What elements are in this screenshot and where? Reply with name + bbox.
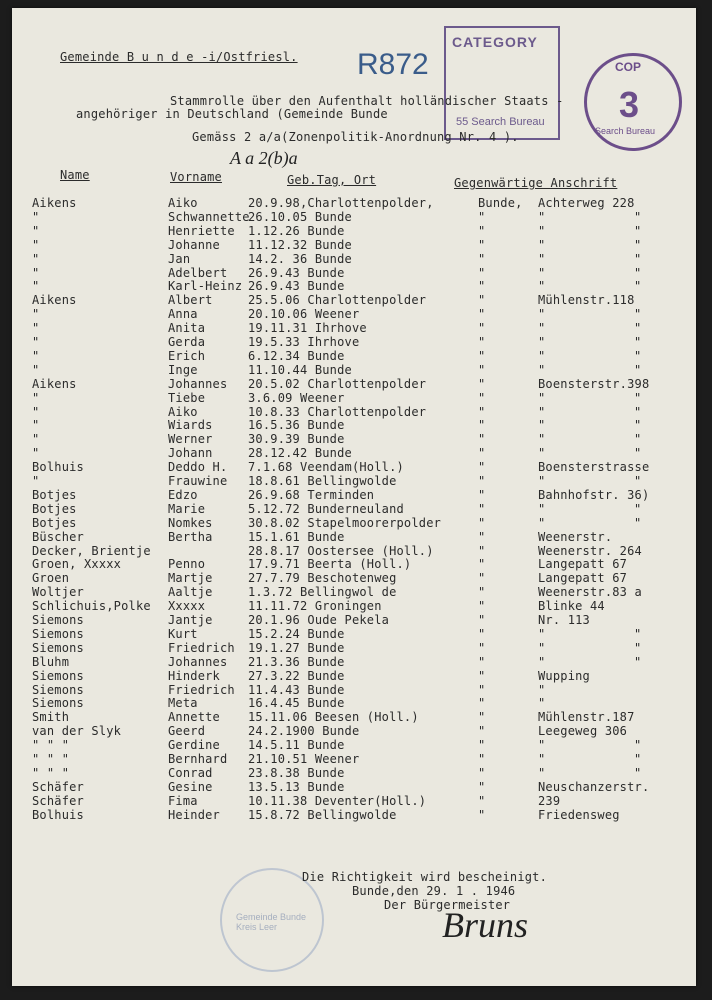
row-vorname: Wiards (168, 418, 213, 433)
title-line-3: Gemäss 2 a/a(Zonenpolitik-Anordnung Nr. 4 ). (192, 130, 519, 144)
row-name: Siemons (32, 682, 84, 697)
row-a3: " (634, 654, 642, 669)
row-a1: " (478, 626, 486, 641)
row-a2: " (538, 335, 546, 349)
row-vorname: Meta (168, 696, 198, 711)
row-geb: 27.3.22 Bunde (248, 668, 345, 683)
row-a1: " (478, 335, 486, 349)
row-a2: " (538, 265, 546, 280)
row-a2: " (538, 515, 546, 530)
row-vorname: Gerdine (168, 738, 220, 753)
row-name: " " " (32, 738, 70, 753)
row-vorname: Henriette (168, 223, 235, 238)
row-a2: " (538, 501, 546, 516)
row-a3: " (634, 390, 642, 405)
row-a1: " (478, 515, 486, 530)
col-geb-header: Geb.Tag, Ort (287, 173, 377, 187)
row-a1: " (478, 724, 486, 739)
copy-stamp (584, 53, 682, 151)
official-seal-text: Gemeinde Bunde Kreis Leer (236, 912, 307, 932)
row-geb: 11.10.44 Bunde (248, 362, 352, 377)
row-a2: Langepatt 67 (538, 571, 628, 586)
row-a3: " (634, 348, 642, 363)
row-geb: 14.5.11 Bunde (248, 738, 345, 753)
row-geb: 10.8.33 Charlottenpolder (248, 404, 427, 419)
row-a3: " (634, 237, 642, 252)
row-a1: " (478, 640, 486, 655)
row-geb: 7.1.68 Veendam(Holl.) (248, 460, 404, 475)
row-name: " " " (32, 765, 70, 780)
row-a3: " (634, 362, 642, 377)
row-a2: " (538, 640, 546, 655)
row-a1: " (478, 321, 486, 336)
row-vorname: Anita (168, 321, 206, 336)
row-vorname: Friedrich (168, 682, 235, 697)
row-name: Smith (32, 710, 70, 725)
row-a1: " (478, 599, 486, 614)
row-vorname: Conrad (168, 765, 213, 780)
row-vorname: Geerd (168, 724, 206, 739)
row-a2: " (538, 390, 546, 405)
row-name: Schäfer (32, 779, 84, 794)
row-vorname: Annette (168, 710, 220, 725)
row-name: Botjes (32, 501, 77, 516)
row-geb: 28.12.42 Bunde (248, 446, 352, 461)
row-vorname: Gesine (168, 779, 213, 794)
row-a2: " (538, 446, 546, 461)
row-name: " (32, 279, 40, 294)
row-a2: Nr. 113 (538, 613, 590, 627)
row-a1: " (478, 362, 486, 377)
row-vorname: Friedrich (168, 640, 235, 655)
title-line-2: angehöriger in Deutschland (Gemeinde Bunde (76, 107, 388, 121)
row-a2: " (538, 348, 546, 363)
row-a3: " (634, 432, 642, 447)
row-a1: " (478, 446, 486, 461)
row-geb: 6.12.34 Bunde (248, 348, 345, 363)
row-vorname: Edzo (168, 487, 198, 502)
row-a1: " (478, 418, 486, 433)
date-line: Bunde,den 29. 1 . 1946 (352, 884, 516, 898)
col-name-header: Name (60, 168, 90, 182)
row-name: " (32, 321, 40, 336)
row-a2: " (538, 404, 546, 419)
row-a2: " (538, 418, 546, 433)
row-a1: " (478, 807, 486, 822)
row-vorname: Schwannette (168, 209, 250, 224)
row-name: " (32, 265, 40, 280)
row-vorname: Erich (168, 348, 206, 363)
row-a2: " (538, 209, 546, 224)
row-name: Aikens (32, 376, 77, 391)
row-geb: 10.11.38 Deventer(Holl.) (248, 793, 427, 808)
copy-sub: Search Bureau (595, 126, 656, 136)
row-name: Groen (32, 571, 70, 586)
row-vorname: Karl-Heinz (168, 279, 243, 294)
row-name: " (32, 418, 40, 433)
row-a2: " (538, 362, 546, 377)
row-name: Groen, Xxxxx (32, 557, 122, 572)
row-vorname: Johannes (168, 376, 228, 391)
row-name: Decker, Brientje (32, 543, 151, 558)
row-a1: " (478, 209, 486, 224)
row-a1: " (478, 293, 486, 308)
row-name: " (32, 335, 40, 349)
row-a1: " (478, 779, 486, 794)
row-geb: 21.3.36 Bunde (248, 654, 345, 669)
mayor-line: Der Bürgermeister (384, 898, 511, 912)
row-name: " " " (32, 752, 70, 766)
row-geb: 30.8.02 Stapelmoorerpolder (248, 515, 442, 530)
row-geb: 13.5.13 Bunde (248, 779, 345, 794)
row-a1: " (478, 654, 486, 669)
row-name: " (32, 251, 40, 266)
row-a3: " (634, 738, 642, 753)
row-a2: Boensterstr.398 (538, 376, 650, 391)
row-a1: " (478, 682, 486, 697)
row-geb: 26.9.43 Bunde (248, 279, 345, 294)
row-a3: " (634, 307, 642, 322)
row-vorname: Frauwine (168, 474, 228, 488)
row-name: " (32, 237, 40, 252)
row-name: Bluhm (32, 654, 70, 669)
row-geb: 20.5.02 Charlottenpolder (248, 376, 427, 391)
row-vorname: Anna (168, 307, 198, 322)
row-a1: Bunde, (478, 196, 523, 210)
copy-number: 3 (619, 84, 640, 125)
row-geb: 11.12.32 Bunde (248, 237, 352, 252)
row-name: " (32, 348, 40, 363)
row-name: " (32, 390, 40, 405)
row-a3: " (634, 321, 642, 336)
row-geb: 15.2.24 Bunde (248, 626, 345, 641)
title-line-1: Stammrolle über den Aufenthalt holländischer Staats - (170, 94, 564, 108)
row-a2: " (538, 237, 546, 252)
row-a3: " (634, 223, 642, 238)
row-geb: 5.12.72 Bunderneuland (248, 501, 404, 516)
row-a1: " (478, 738, 486, 753)
row-geb: 26.10.05 Bunde (248, 209, 352, 224)
row-name: Botjes (32, 487, 77, 502)
row-name: Siemons (32, 668, 84, 683)
row-name: Siemons (32, 626, 84, 641)
row-a2: Friedensweg (538, 807, 620, 822)
row-geb: 14.2. 36 Bunde (248, 251, 352, 266)
row-vorname: Jan (168, 251, 191, 266)
copy-label: COP (615, 60, 642, 74)
row-vorname: Johann (168, 446, 213, 461)
row-name: Schäfer (32, 793, 84, 808)
row-a1: " (478, 390, 486, 405)
row-a1: " (478, 529, 486, 544)
row-a1: " (478, 613, 486, 627)
row-geb: 21.10.51 Weener (248, 752, 360, 766)
row-a2: " (538, 307, 546, 322)
row-geb: 15.1.61 Bunde (248, 529, 345, 544)
row-a1: " (478, 404, 486, 419)
row-vorname: Johannes (168, 654, 228, 669)
row-vorname: Fima (168, 793, 198, 808)
row-a1: " (478, 752, 486, 766)
category-label: CATEGORY (452, 34, 538, 50)
row-a2: Langepatt 67 (538, 557, 628, 572)
row-geb: 30.9.39 Bunde (248, 432, 345, 447)
row-a2: Neuschanzerstr. (538, 779, 650, 794)
row-name: " (32, 404, 40, 419)
row-a2: " (538, 251, 546, 266)
row-geb: 19.11.31 Ihrhove (248, 321, 367, 336)
row-vorname: Gerda (168, 335, 206, 349)
row-a2: Boensterstrasse (538, 460, 650, 475)
row-a1: " (478, 543, 486, 558)
row-geb: 19.1.27 Bunde (248, 640, 345, 655)
category-stamp (444, 26, 560, 140)
row-geb: 19.5.33 Ihrhove (248, 335, 360, 349)
mayor-signature: Bruns (442, 905, 529, 945)
row-vorname: Deddo H. (168, 460, 228, 475)
row-a2: " (538, 432, 546, 447)
row-vorname: Inge (168, 362, 198, 377)
row-vorname: Albert (168, 293, 213, 308)
row-a1: " (478, 585, 486, 600)
row-a3: " (634, 501, 642, 516)
row-name: Woltjer (32, 585, 84, 600)
row-a1: " (478, 279, 486, 294)
row-a2: Weenerstr.83 a (538, 585, 642, 600)
row-a3: " (634, 626, 642, 641)
col-vorname-header: Vorname (170, 170, 222, 184)
row-name: Büscher (32, 529, 84, 544)
row-a3: " (634, 251, 642, 266)
row-geb: 20.9.98,Charlottenpolder, (248, 196, 434, 210)
row-name: Botjes (32, 515, 77, 530)
row-a3: " (634, 446, 642, 461)
row-a2: " (538, 626, 546, 641)
row-vorname: Hinderk (168, 668, 220, 683)
row-a2: " (538, 279, 546, 294)
row-geb: 28.8.17 Oostersee (Holl.) (248, 543, 434, 558)
row-vorname: Jantje (168, 613, 213, 627)
row-name: " (32, 209, 40, 224)
row-a1: " (478, 307, 486, 322)
row-a2: Wupping (538, 668, 590, 683)
row-geb: 25.5.06 Charlottenpolder (248, 293, 427, 308)
row-vorname: Aaltje (168, 585, 213, 600)
row-a2: " (538, 738, 546, 753)
row-name: Siemons (32, 696, 84, 711)
row-name: van der Slyk (32, 724, 122, 739)
row-a3: " (634, 418, 642, 433)
document-page (12, 8, 696, 986)
row-a2: " (538, 765, 546, 780)
row-a1: " (478, 223, 486, 238)
reference-number: R872 (357, 48, 429, 81)
row-a3: " (634, 765, 642, 780)
row-a2: Weenerstr. (538, 529, 613, 544)
row-a1: " (478, 571, 486, 586)
col-anschrift-header: Gegenwärtige Anschrift (454, 176, 618, 190)
row-vorname: Aiko (168, 196, 198, 210)
row-a2: Mühlenstr.118 (538, 293, 635, 308)
row-name: Bolhuis (32, 460, 84, 475)
row-vorname: Penno (168, 557, 206, 572)
handwritten-annotation: A a 2(b)a (230, 148, 298, 168)
row-a2: Blinke 44 (538, 599, 605, 614)
row-a2: " (538, 223, 546, 238)
row-vorname: Tiebe (168, 390, 206, 405)
row-a3: " (634, 515, 642, 530)
row-a2: Bahnhofstr. 36) (538, 487, 650, 502)
row-name: " (32, 474, 40, 488)
row-vorname: Bernhard (168, 752, 228, 766)
row-geb: 17.9.71 Beerta (Holl.) (248, 557, 412, 572)
row-geb: 1.3.72 Bellingwol de (248, 585, 397, 600)
row-a2: " (538, 682, 546, 697)
row-geb: 27.7.79 Beschotenweg (248, 571, 397, 586)
row-vorname: Nomkes (168, 515, 213, 530)
row-a3: " (634, 279, 642, 294)
row-name: Aikens (32, 293, 77, 308)
row-geb: 24.2.1900 Bunde (248, 724, 360, 739)
row-name: Aikens (32, 196, 77, 210)
row-a1: " (478, 348, 486, 363)
row-vorname: Marie (168, 501, 206, 516)
row-a1: " (478, 793, 486, 808)
row-a2: 239 (538, 793, 561, 808)
row-vorname: Aiko (168, 404, 198, 419)
row-vorname: Werner (168, 432, 213, 447)
row-a1: " (478, 265, 486, 280)
row-name: " (32, 223, 40, 238)
row-a1: " (478, 237, 486, 252)
row-vorname: Kurt (168, 626, 198, 641)
row-vorname: Heinder (168, 807, 220, 822)
row-geb: 16.5.36 Bunde (248, 418, 345, 433)
row-geb: 20.1.96 Oude Pekela (248, 613, 390, 627)
row-a3: " (634, 752, 642, 766)
row-a2: " (538, 654, 546, 669)
row-name: Siemons (32, 613, 84, 627)
row-name: " (32, 307, 40, 322)
row-a1: " (478, 487, 486, 502)
certification-line: Die Richtigkeit wird bescheinigt. (302, 870, 548, 884)
row-a2: " (538, 474, 546, 488)
row-vorname: Xxxxx (168, 599, 206, 614)
row-geb: 20.10.06 Weener (248, 307, 360, 322)
row-a1: " (478, 668, 486, 683)
row-geb: 18.8.61 Bellingwolde (248, 474, 397, 488)
row-vorname: Martje (168, 571, 213, 586)
row-name: Siemons (32, 640, 84, 655)
row-a1: " (478, 501, 486, 516)
row-geb: 26.9.43 Bunde (248, 265, 345, 280)
row-a1: " (478, 710, 486, 725)
row-geb: 26.9.68 Terminden (248, 487, 375, 502)
municipality-heading: Gemeinde B u n d e -i/Ostfriesl. (60, 50, 298, 64)
row-a1: " (478, 432, 486, 447)
row-a2: Leegeweg 306 (538, 724, 628, 739)
row-a1: " (478, 474, 486, 488)
row-a1: " (478, 251, 486, 266)
row-a3: " (634, 265, 642, 280)
row-a1: " (478, 376, 486, 391)
row-vorname: Bertha (168, 529, 213, 544)
row-vorname: Johanne (168, 237, 220, 252)
row-a2: Mühlenstr.187 (538, 710, 635, 725)
row-geb: 1.12.26 Bunde (248, 223, 345, 238)
row-a2: Weenerstr. 264 (538, 543, 642, 558)
row-name: Bolhuis (32, 807, 84, 822)
row-geb: 23.8.38 Bunde (248, 765, 345, 780)
row-geb: 16.4.45 Bunde (248, 696, 345, 711)
row-vorname: Adelbert (168, 265, 228, 280)
row-a3: " (634, 335, 642, 349)
row-name: " (32, 446, 40, 461)
row-a2: " (538, 321, 546, 336)
row-geb: 3.6.09 Weener (248, 390, 345, 405)
row-a1: " (478, 460, 486, 475)
row-geb: 15.8.72 Bellingwolde (248, 807, 397, 822)
row-a3: " (634, 404, 642, 419)
category-bureau: 55 Search Bureau (456, 116, 545, 128)
row-geb: 11.4.43 Bunde (248, 682, 345, 697)
row-a3: " (634, 640, 642, 655)
row-name: Schlichuis,Polke (32, 599, 151, 614)
row-a1: " (478, 696, 486, 711)
row-geb: 15.11.06 Beesen (Holl.) (248, 710, 419, 725)
row-a2: " (538, 752, 546, 766)
row-a3: " (634, 209, 642, 224)
row-a2: Achterweg 228 (538, 196, 635, 210)
row-geb: 11.11.72 Groningen (248, 599, 382, 614)
row-name: " (32, 362, 40, 377)
row-a3: " (634, 474, 642, 488)
row-a1: " (478, 557, 486, 572)
row-a2: " (538, 696, 546, 711)
row-name: " (32, 432, 40, 447)
row-a1: " (478, 765, 486, 780)
